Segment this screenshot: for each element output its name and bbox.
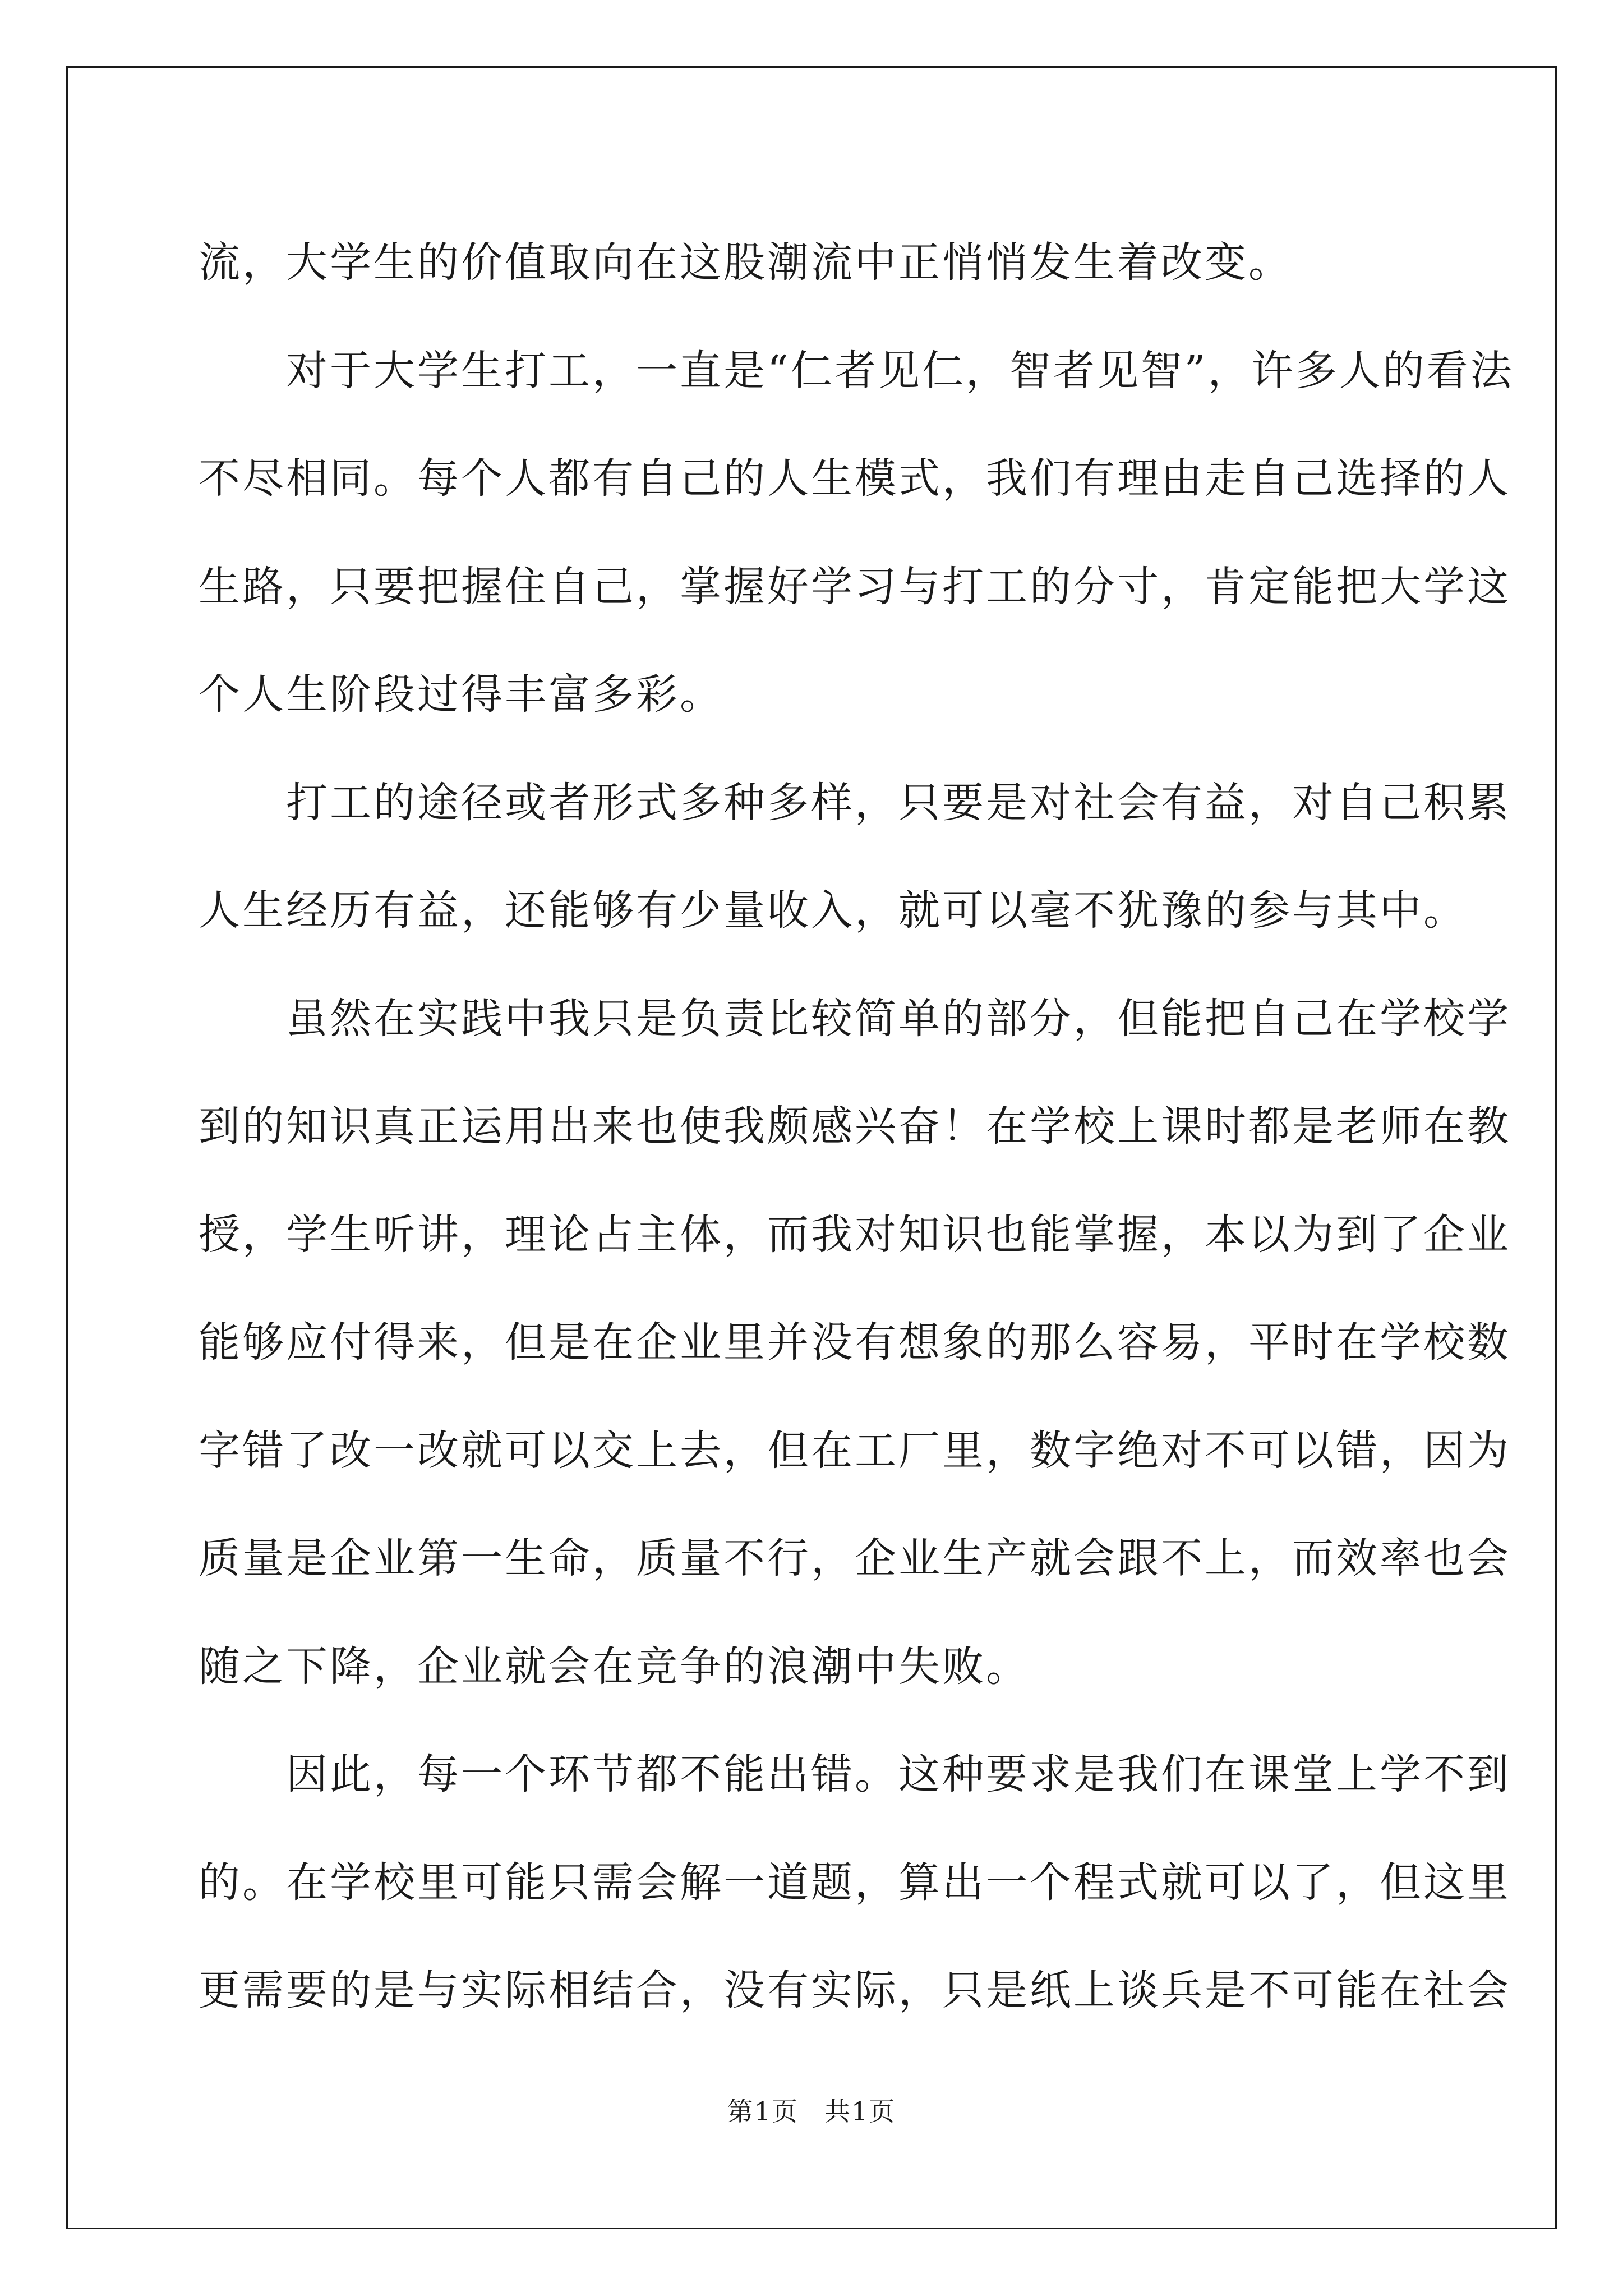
text-line: 对于大学生打工，一直是“仁者见仁，智者见智”，许多人的看法 [199,346,1514,395]
text-line: 随之下降，企业就会在竞争的浪潮中失败。 [199,1642,1030,1691]
text-line: 生路，只要把握住自己，掌握好学习与打工的分寸，肯定能把大学这 [199,562,1511,611]
text-line: 人生经历有益，还能够有少量收入，就可以毫不犹豫的参与其中。 [199,886,1467,935]
text-line: 的。在学校里可能只需会解一道题，算出一个程式就可以了，但这里 [199,1858,1511,1907]
text-line: 流，大学生的价值取向在这股潮流中正悄悄发生着改变。 [199,238,1292,287]
text-line: 个人生阶段过得丰富多彩。 [199,670,723,719]
text-line: 因此，每一个环节都不能出错。这种要求是我们在课堂上学不到 [199,1750,1511,1798]
document-body [199,209,1514,2045]
page-number-total: 共1页 [824,2096,896,2127]
text-line: 字错了改一改就可以交上去，但在工厂里，数字绝对不可以错，因为 [199,1426,1511,1475]
text-line: 打工的途径或者形式多种多样，只要是对社会有益，对自己积累 [199,778,1511,827]
page-footer [0,2091,1623,2128]
text-line: 质量是企业第一生命，质量不行，企业生产就会跟不上，而效率也会 [199,1534,1511,1582]
text-line: 更需要的是与实际相结合，没有实际，只是纸上谈兵是不可能在社会 [199,1966,1511,2014]
page-number-current: 第1页 [727,2096,799,2127]
text-line: 授，学生听讲，理论占主体，而我对知识也能掌握，本以为到了企业 [199,1210,1511,1259]
text-line: 不尽相同。每个人都有自己的人生模式，我们有理由走自己选择的人 [199,454,1511,503]
text-line: 虽然在实践中我只是负责比较简单的部分，但能把自己在学校学 [199,994,1511,1043]
text-line: 到的知识真正运用出来也使我颇感兴奋！在学校上课时都是老师在教 [199,1102,1511,1151]
text-line: 能够应付得来，但是在企业里并没有想象的那么容易，平时在学校数 [199,1318,1511,1366]
